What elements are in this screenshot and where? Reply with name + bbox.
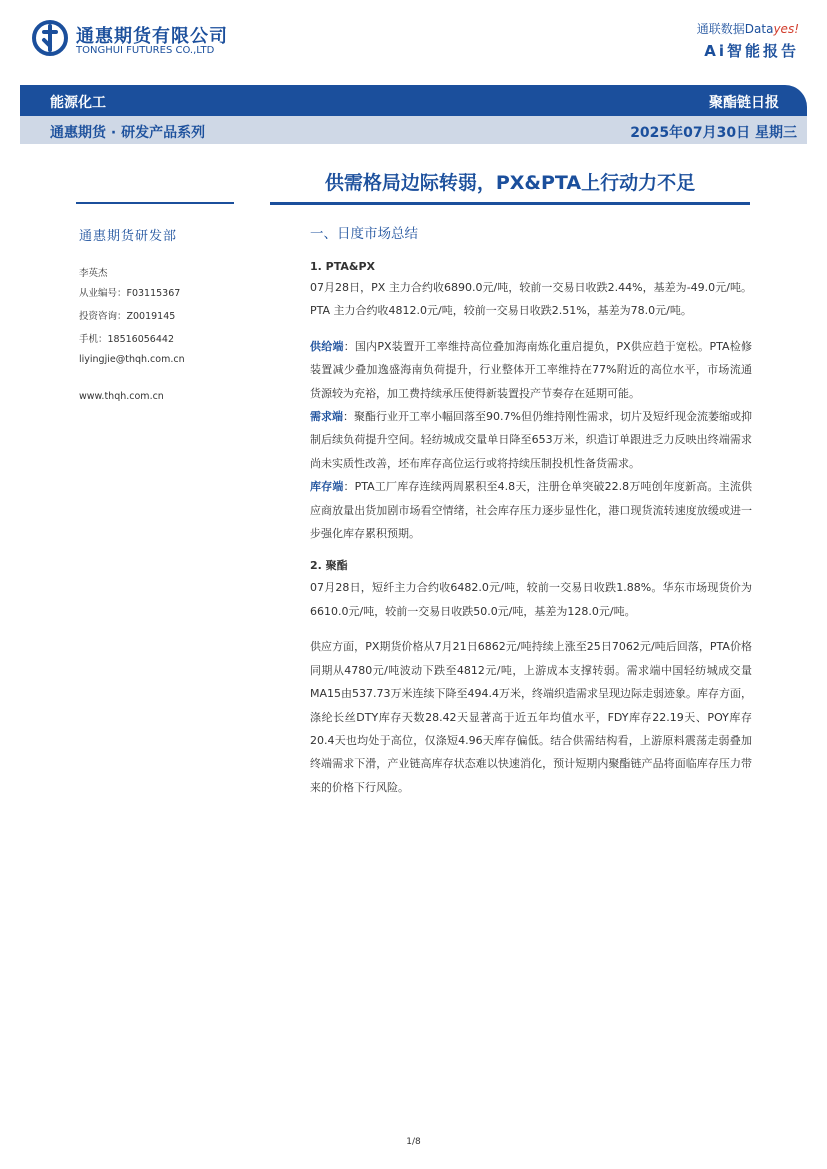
- inventory-text: ：PTA工厂库存连续两周累积至4.8天，注册仓单突破22.8万吨创年度新高。主流供应商放量出货加剧市场看空情绪，社会库存压力逐步显性化，港口现货流转速度放缓或进一步强化库存累积预期。: [310, 480, 752, 541]
- company-logo-icon: [32, 20, 68, 56]
- section-heading: 一、日度市场总结: [310, 226, 418, 242]
- demand-text: ：聚酯行业开工率小幅回落至90.7%但仍维持刚性需求，切片及短纤现金流萎缩或抑制后续负荷提升空间。轻纺城成交量单日降至653万米，织造订单跟进乏力反映出终端需求尚未实质性改善，坯布库存高位运行或将持续压制投机性备货需求。: [310, 410, 753, 470]
- subsection-heading-pta-px: 1. PTA&PX: [310, 260, 376, 273]
- company-name-en: TONGHUI FUTURES CO.,LTD: [76, 45, 215, 56]
- research-dept: 通惠期货研发部: [79, 229, 178, 244]
- paragraph: 07月28日，短纤主力合约收6482.0元/吨，较前一交易日收跌1.88%。华东市场现货价为6610.0元/吨，较前一交易日收跌50.0元/吨，基差为128.0元/吨。: [310, 581, 752, 618]
- report-date: 2025年07月30日 星期三: [630, 125, 797, 141]
- paragraph: 供应方面，PX期货价格从7月21日6862元/吨持续上涨至25日7062元/吨后回落，PTA价格同期从4780元/吨波动下跌至4812元/吨，上游成本支撑转弱。需求端中国轻纺城成交量MA15由537.73万米连续下降至494.4万米，终端织造需求呈现边际走弱迹象。库存方面，涤纶长丝DTY库存天数28.42天显著高于近五年均值水平，FDY库存22.19天、POY库存20.4天也均处于高位，仅涤短4.96天库存偏低。结合供需结构看，上游原料震荡走弱叠加终端需求下滑，产业链高库存状态难以快速消化，预计短期内聚酯链产品将面临库存压力带来的价格下行风险。: [310, 640, 752, 794]
- supply-label: 供给端: [310, 339, 344, 353]
- supply-text: ：国内PX装置开工率维持高位叠加海南炼化重启提负，PX供应趋于宽松。PTA检修装置减少叠加逸盛海南负荷提升，行业整体开工率维持在77%附近的高位水平，市场流通货源较为充裕，加工费持续承压使得新装置投产节奏存在延期可能。: [310, 339, 753, 400]
- inventory-paragraph: [310, 475, 752, 545]
- report-type: 聚酯链日报: [709, 95, 779, 111]
- ai-report-label: Ai智能报告: [704, 42, 799, 60]
- supply-paragraph: [310, 335, 752, 405]
- sidebar-divider: [76, 202, 234, 204]
- company-name-cn: 通惠期货有限公司: [76, 26, 228, 47]
- section-name: 能源化工: [50, 95, 106, 111]
- series-name: 通惠期货 · 研发产品系列: [50, 125, 206, 141]
- website-link[interactable]: www.thqh.com.cn: [79, 391, 164, 402]
- license-number: 从业编号：F03115367: [79, 288, 181, 299]
- demand-label: 需求端: [310, 410, 344, 424]
- report-title: 供需格局边际转弱，PX&PTA上行动力不足: [324, 172, 696, 194]
- subsection-heading-polyester: 2. 聚酯: [310, 559, 348, 573]
- email-link[interactable]: liyingjie@thqh.com.cn: [79, 354, 185, 365]
- main-content: [310, 222, 752, 799]
- demand-paragraph: [310, 405, 752, 475]
- partner-logo-suffix: yes!: [773, 22, 799, 36]
- advisory-number: 投资咨询：Z0019145: [79, 311, 176, 322]
- analyst-name: 李英杰: [79, 268, 108, 279]
- partner-logo-prefix: 通联数据Data: [696, 22, 774, 36]
- section-band: [20, 85, 807, 116]
- title-divider: [270, 202, 750, 205]
- paragraph: 07月28日，PX 主力合约收6890.0元/吨，较前一交易日收跌2.44%，基差为-49.0元/吨。PTA 主力合约收4812.0元/吨，较前一交易日收跌2.51%，基差为78.0元/吨。: [310, 281, 752, 318]
- page-number: 1/8: [406, 1137, 421, 1147]
- inventory-label: 库存端: [310, 480, 344, 494]
- phone-number: 手机：18516056442: [79, 334, 174, 345]
- partner-logo: [697, 20, 799, 37]
